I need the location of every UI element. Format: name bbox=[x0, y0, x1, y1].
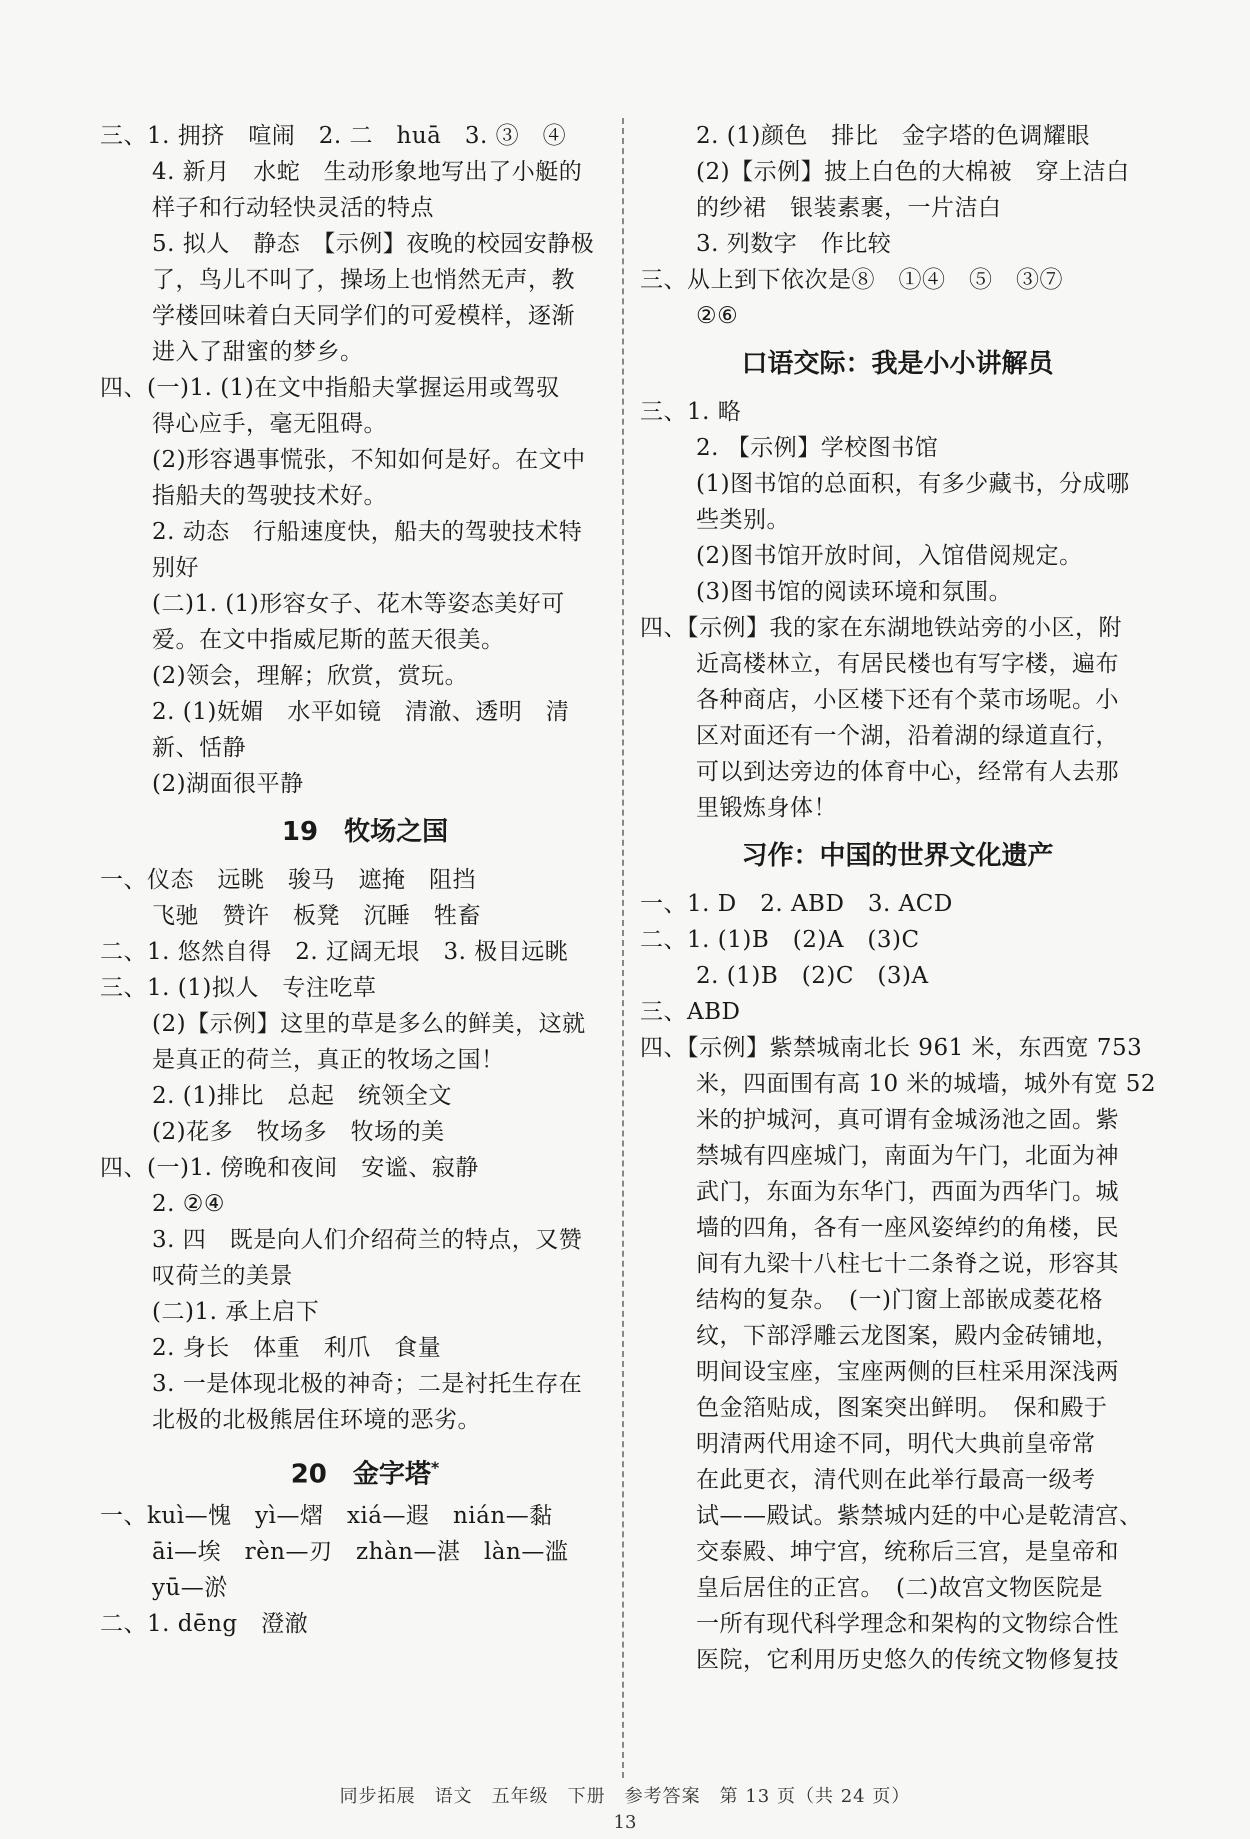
answer-line: 区对面还有一个湖，沿着湖的绿道直行， bbox=[696, 723, 1119, 749]
answer-line: 一、1. D 2. ABD 3. ACD bbox=[640, 891, 953, 917]
answer-line: 4. 新月 水蛇 生动形象地写出了小艇的 bbox=[152, 159, 583, 185]
answer-line: (2)花多 牧场多 牧场的美 bbox=[152, 1119, 445, 1145]
answer-line: (2)领会，理解；欣赏，赏玩。 bbox=[152, 663, 469, 689]
answer-line: 2. (1)妩媚 水平如镜 清澈、透明 清 bbox=[152, 699, 570, 725]
column-divider bbox=[622, 118, 624, 1778]
answer-line: 试——殿试。紫禁城内廷的中心是乾清宫、 bbox=[696, 1503, 1143, 1529]
page-number: 13 bbox=[613, 1812, 637, 1833]
section-heading-text: 习作：中国的世界文化遗产 bbox=[741, 841, 1054, 871]
answer-line: 结构的复杂。 (一)门窗上部嵌成菱花格 bbox=[696, 1287, 1103, 1313]
answer-line: 指船夫的驾驶技术好。 bbox=[152, 483, 387, 509]
answer-line: 皇后居住的正宫。 (二)故宫文物医院是 bbox=[696, 1575, 1103, 1601]
answer-line: 一所有现代科学理念和架构的文物综合性 bbox=[696, 1611, 1119, 1637]
answer-line: 2. (1)B (2)C (3)A bbox=[696, 963, 929, 989]
answer-line: 新、恬静 bbox=[152, 735, 246, 761]
answer-line: 一、kuì—愧 yì—熠 xiá—遐 nián—黏 bbox=[100, 1503, 553, 1529]
answer-line: 三、1. (1)拟人 专注吃草 bbox=[100, 975, 377, 1001]
answer-line: 武门，东面为东华门，西面为西华门。城 bbox=[696, 1179, 1119, 1205]
answer-line: 近高楼林立，有居民楼也有写字楼，遍布 bbox=[696, 651, 1119, 677]
answer-line: (2)【示例】这里的草是多么的鲜美，这就 bbox=[152, 1011, 586, 1037]
answer-line: 北极的北极熊居住环境的恶劣。 bbox=[152, 1407, 481, 1433]
answer-line: 进入了甜蜜的梦乡。 bbox=[152, 339, 364, 365]
answer-line: 些类别。 bbox=[696, 507, 790, 533]
answer-line: 明间设宝座，宝座两侧的巨柱采用深浅两 bbox=[696, 1359, 1119, 1385]
answer-line: yū—淤 bbox=[152, 1575, 228, 1601]
answer-line: (二)1. (1)形容女子、花木等姿态美好可 bbox=[152, 591, 565, 617]
answer-line: 5. 拟人 静态 【示例】夜晚的校园安静极 bbox=[152, 231, 595, 257]
answer-line: 禁城有四座城门，南面为午门，北面为神 bbox=[696, 1143, 1119, 1169]
left-column bbox=[100, 118, 630, 1642]
section-optional-mark: * bbox=[430, 1458, 440, 1477]
answer-line: 在此更衣，清代则在此举行最高一级考 bbox=[696, 1467, 1096, 1493]
answer-line: 四、【示例】紫禁城南北长 961 米，东西宽 753 bbox=[640, 1035, 1143, 1061]
answer-line: 是真正的荷兰，真正的牧场之国！ bbox=[152, 1047, 505, 1073]
section-heading bbox=[640, 826, 1155, 886]
answer-line: 3. 四 既是向人们介绍荷兰的特点，又赞 bbox=[152, 1227, 583, 1253]
section-heading-text: 20 金字塔 bbox=[290, 1459, 431, 1490]
answer-line: 三、从上到下依次是⑧ ①④ ⑤ ③⑦ bbox=[640, 267, 1063, 293]
answer-line: 2. ②④ bbox=[152, 1191, 225, 1217]
answer-line: 纹，下部浮雕云龙图案，殿内金砖铺地， bbox=[696, 1323, 1119, 1349]
answer-line: (2)湖面很平静 bbox=[152, 771, 304, 797]
answer-line: 三、1. 拥挤 喧闹 2. 二 huā 3. ③ ④ bbox=[100, 123, 567, 149]
answer-line: 了，鸟儿不叫了，操场上也悄然无声，教 bbox=[152, 267, 575, 293]
answer-line: 一、仪态 远眺 骏马 遮掩 阻挡 bbox=[100, 867, 476, 893]
section-heading bbox=[100, 802, 630, 862]
answer-line: 2. 身长 体重 利爪 食量 bbox=[152, 1335, 442, 1361]
section-heading bbox=[640, 334, 1155, 394]
answer-line: 二、1. dēng 澄澈 bbox=[100, 1611, 309, 1637]
section-heading-text: 口语交际：我是小小讲解员 bbox=[741, 349, 1054, 379]
answer-line: 米的护城河，真可谓有金城汤池之固。紫 bbox=[696, 1107, 1119, 1133]
answer-line: 交泰殿、坤宁宫，统称后三宫，是皇帝和 bbox=[696, 1539, 1119, 1565]
answer-line: (3)图书馆的阅读环境和氛围。 bbox=[696, 579, 1013, 605]
answer-line: 2. (1)排比 总起 统领全文 bbox=[152, 1083, 452, 1109]
answer-line: 可以到达旁边的体育中心，经常有人去那 bbox=[696, 759, 1119, 785]
answer-line: 四、(一)1. (1)在文中指船夫掌握运用或驾驭 bbox=[100, 375, 560, 401]
answer-line: (2)形容遇事慌张，不知如何是好。在文中 bbox=[152, 447, 586, 473]
answer-line: ②⑥ bbox=[696, 303, 739, 329]
answer-line: 四、(一)1. 傍晚和夜间 安谧、寂静 bbox=[100, 1155, 479, 1181]
answer-line: 3. 列数字 作比较 bbox=[696, 231, 892, 257]
section-heading-text: 19 牧场之国 bbox=[281, 817, 449, 847]
answer-line: 的纱裙 银装素裹，一片洁白 bbox=[696, 195, 1002, 221]
answer-line: 里锻炼身体！ bbox=[696, 795, 837, 821]
right-column bbox=[640, 118, 1155, 1678]
answer-line: 得心应手，毫无阻碍。 bbox=[152, 411, 387, 437]
answer-line: (二)1. 承上启下 bbox=[152, 1299, 320, 1325]
answer-line: 二、1. (1)B (2)A (3)C bbox=[640, 927, 920, 953]
answer-line: 学楼回味着白天同学们的可爱模样，逐渐 bbox=[152, 303, 575, 329]
page-footer: 同步拓展 语文 五年级 下册 参考答案 第 13 页（共 24 页） bbox=[339, 1786, 911, 1807]
answer-line: 间有九梁十八柱七十二条脊之说，形容其 bbox=[696, 1251, 1119, 1277]
answer-line: 明清两代用途不同，明代大典前皇帝常 bbox=[696, 1431, 1096, 1457]
answer-line: āi—埃 rèn—刃 zhàn—湛 làn—滥 bbox=[152, 1539, 569, 1565]
answer-line: 二、1. 悠然自得 2. 辽阔无垠 3. 极目远眺 bbox=[100, 939, 569, 965]
answer-line: 2. 【示例】学校图书馆 bbox=[696, 435, 939, 461]
answer-line: (1)图书馆的总面积，有多少藏书，分成哪 bbox=[696, 471, 1130, 497]
section-heading bbox=[100, 1438, 630, 1498]
answer-line: 2. (1)颜色 排比 金字塔的色调耀眼 bbox=[696, 123, 1090, 149]
answer-line: 爱。在文中指威尼斯的蓝天很美。 bbox=[152, 627, 505, 653]
answer-line: 三、ABD bbox=[640, 999, 741, 1025]
answer-line: 三、1. 略 bbox=[640, 399, 742, 425]
answer-line: 飞驰 赞许 板凳 沉睡 牲畜 bbox=[152, 903, 481, 929]
answer-line: 各种商店，小区楼下还有个菜市场呢。小 bbox=[696, 687, 1119, 713]
answer-line: 色金箔贴成，图案突出鲜明。 保和殿于 bbox=[696, 1395, 1108, 1421]
answer-line: 别好 bbox=[152, 555, 199, 581]
answer-line: 叹荷兰的美景 bbox=[152, 1263, 293, 1289]
answer-line: 墙的四角，各有一座风姿绰约的角楼，民 bbox=[696, 1215, 1119, 1241]
answer-line: 2. 动态 行船速度快，船夫的驾驶技术特 bbox=[152, 519, 583, 545]
answer-line: (2)【示例】披上白色的大棉被 穿上洁白 bbox=[696, 159, 1130, 185]
answer-line: 样子和行动轻快灵活的特点 bbox=[152, 195, 434, 221]
answer-line: (2)图书馆开放时间，入馆借阅规定。 bbox=[696, 543, 1083, 569]
answer-line: 米，四面围有高 10 米的城墙，城外有宽 52 bbox=[696, 1071, 1156, 1097]
answer-line: 3. 一是体现北极的神奇；二是衬托生存在 bbox=[152, 1371, 583, 1397]
answer-line: 四、【示例】我的家在东湖地铁站旁的小区，附 bbox=[640, 615, 1122, 641]
answer-line: 医院，它利用历史悠久的传统文物修复技 bbox=[696, 1647, 1119, 1673]
